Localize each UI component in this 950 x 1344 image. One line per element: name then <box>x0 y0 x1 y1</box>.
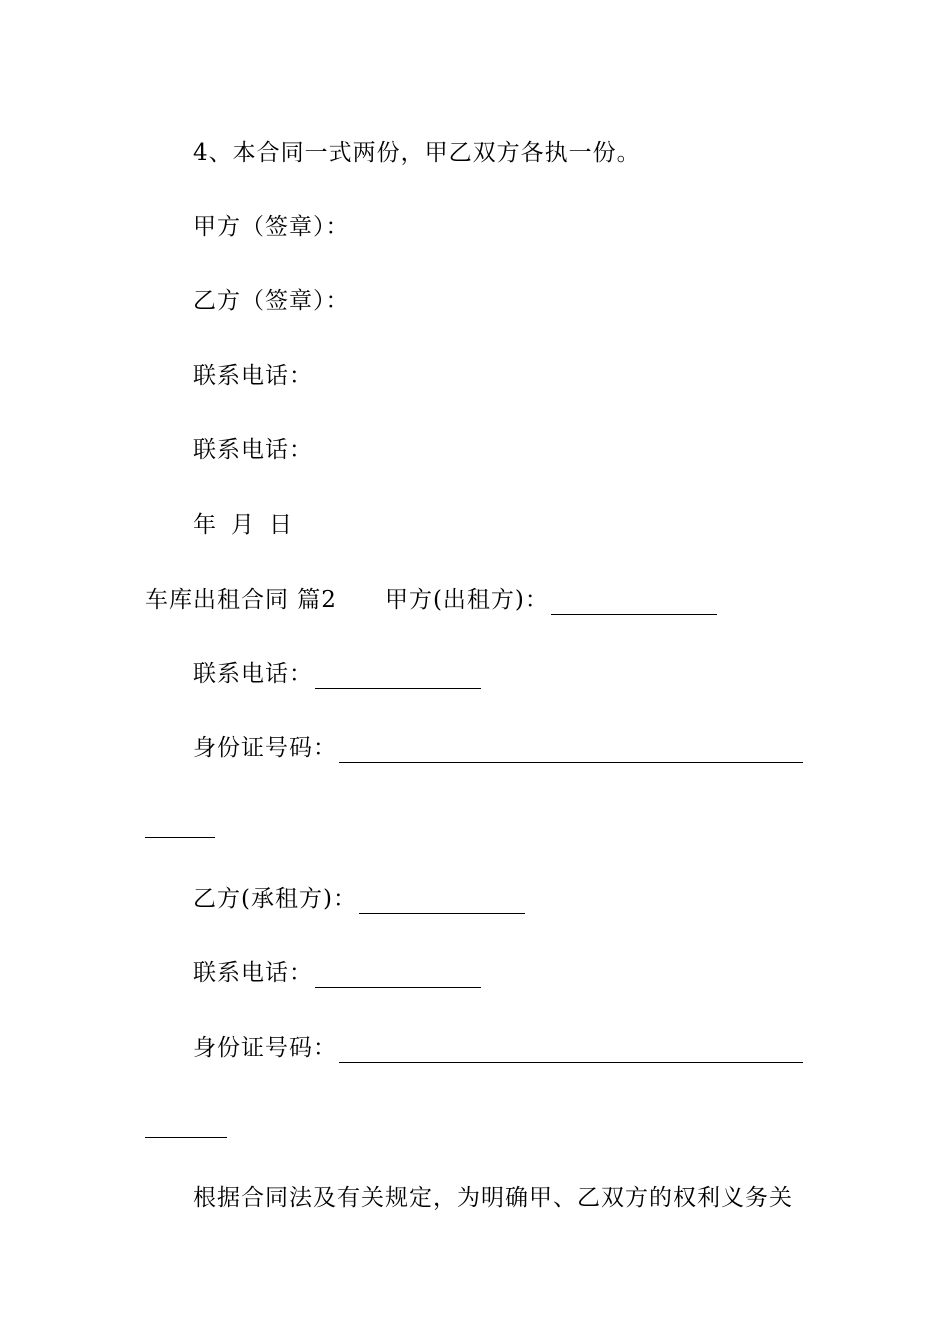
lessee-line <box>193 884 525 914</box>
date-line <box>193 510 293 540</box>
lessee-blank <box>359 891 525 914</box>
phone-label-2: 联系电话： <box>193 437 313 463</box>
lessee-phone-label: 联系电话： <box>193 960 313 986</box>
lessee-id-blank-cont <box>145 1115 227 1138</box>
lessor-id-blank-cont <box>145 815 215 838</box>
lessee-id-line <box>193 1033 803 1063</box>
clause-4: 4、本合同一式两份，甲乙双方各执一份。 <box>193 140 641 166</box>
lessee-phone-line <box>193 958 481 988</box>
lessor-label: 甲方(出租方)： <box>384 587 549 613</box>
section-title: 车库出租合同 篇2 <box>145 587 337 613</box>
party-b-signature-label: 乙方（签章）： <box>193 288 350 314</box>
phone-label-1: 联系电话： <box>193 363 313 389</box>
lessee-label: 乙方(承租方)： <box>193 886 357 912</box>
section-title-line <box>145 585 717 615</box>
lessor-phone-blank <box>315 666 481 689</box>
party-a-signature-label: 甲方（签章）： <box>193 214 350 240</box>
lessee-id-blank-continuation <box>145 1108 227 1138</box>
lessor-id-blank-continuation <box>145 808 215 838</box>
lessor-id-line <box>193 733 803 763</box>
date-year: 年 <box>193 512 217 538</box>
lessee-id-label: 身份证号码： <box>193 1035 337 1061</box>
intro-paragraph: 根据合同法及有关规定，为明确甲、乙双方的权利义务关 <box>193 1185 793 1211</box>
lessor-phone-label: 联系电话： <box>193 661 313 687</box>
lessee-phone-blank <box>315 965 481 988</box>
lessor-id-label: 身份证号码： <box>193 735 337 761</box>
date-day: 日 <box>269 512 293 538</box>
lessor-id-blank <box>339 740 803 763</box>
date-month: 月 <box>231 512 255 538</box>
lessee-id-blank <box>339 1040 803 1063</box>
lessor-blank <box>551 592 717 615</box>
lessor-phone-line <box>193 659 481 689</box>
